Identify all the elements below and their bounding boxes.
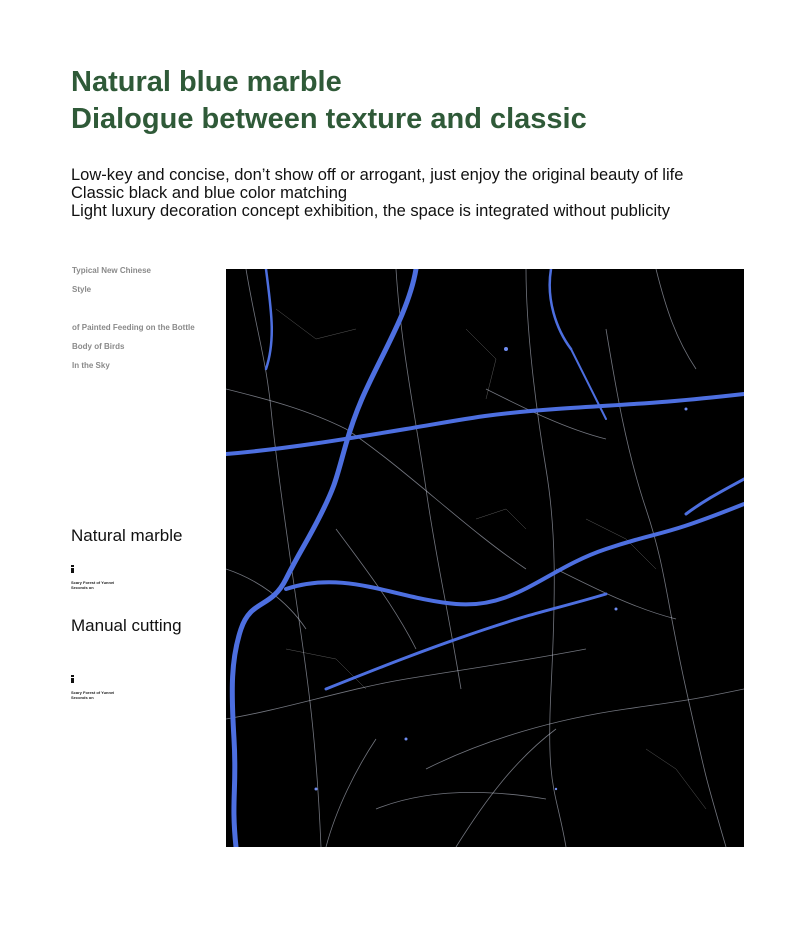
feature-caption-line-2: Seconds on <box>71 585 94 590</box>
tag-5: In the Sky <box>72 361 110 370</box>
feature-caption <box>71 580 131 590</box>
tag-2: Style <box>72 285 92 294</box>
tag-1: Typical New Chinese <box>72 266 151 275</box>
feature-caption-line-1: Scary Forest of Yunnei <box>71 690 115 695</box>
marble-texture-image <box>226 269 744 847</box>
heading-line-1: Natural blue marble <box>71 66 342 98</box>
marble-veins-graphic <box>226 269 744 847</box>
feature-title-manual-cutting: Manual cutting <box>71 616 182 635</box>
intro-line-2: Classic black and blue color matching <box>71 184 348 202</box>
tag-4: Body of Birds <box>72 342 125 351</box>
heading <box>71 64 587 138</box>
feature-caption-line-2: Seconds on <box>71 695 94 700</box>
feature-caption <box>71 690 131 700</box>
intro-text <box>71 166 683 220</box>
tag-3: of Painted Feeding on the Bottle <box>72 323 195 332</box>
intro-line-3: Light luxury decoration concept exhibition, the space is integrated without publicity <box>71 202 670 220</box>
heading-line-2: Dialogue between texture and classic <box>71 103 587 135</box>
marker-icon <box>71 675 74 683</box>
intro-line-1: Low-key and concise, don’t show off or arrogant, just enjoy the original beauty of life <box>71 166 684 184</box>
marker-icon <box>71 565 74 573</box>
feature-caption-line-1: Scary Forest of Yunnei <box>71 580 115 585</box>
feature-title-natural-marble: Natural marble <box>71 526 183 545</box>
